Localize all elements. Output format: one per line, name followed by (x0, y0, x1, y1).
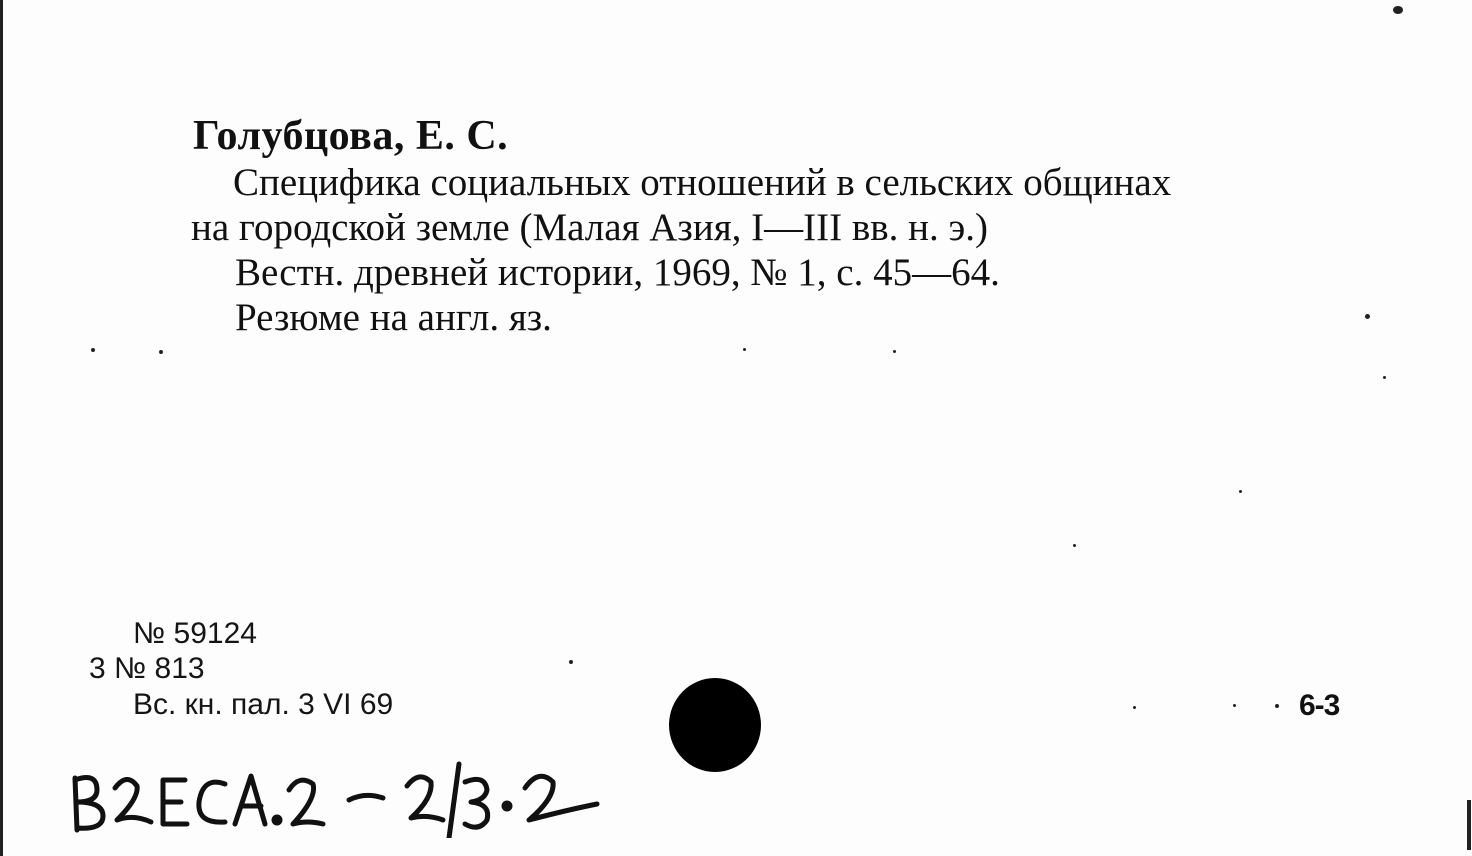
author-name: Голубцова, Е. С. (193, 113, 509, 159)
secondary-number: 3 № 813 (89, 652, 205, 685)
dust-speck (1393, 6, 1403, 14)
shelf-code: 6-3 (1299, 689, 1340, 722)
dust-speck (1073, 544, 1076, 547)
dust-speck (1233, 704, 1236, 707)
dust-speck (1383, 376, 1386, 379)
dust-speck (1133, 706, 1136, 709)
dust-speck (91, 348, 95, 352)
card-edge-mark (1467, 800, 1471, 850)
title-line-1: Специфика социальных отношений в сельских общинах (233, 161, 1172, 204)
registry-entry: Вс. кн. пал. 3 VI 69 (133, 688, 394, 721)
dust-speck (159, 350, 163, 354)
dust-speck (1275, 704, 1279, 708)
dust-speck (893, 350, 896, 353)
punch-hole (669, 678, 761, 772)
dust-speck (569, 660, 573, 664)
dust-speck (1365, 314, 1370, 319)
dust-speck (1239, 490, 1242, 493)
summary-note: Резюме на англ. яз. (235, 296, 552, 339)
accession-number: № 59124 (133, 617, 257, 650)
source-citation: Вестн. древней истории, 1969, № 1, с. 45—64. (235, 251, 1000, 294)
title-line-2: на городской земле (Малая Азия, I—III вв. н. э.) (191, 206, 989, 249)
dust-speck (743, 348, 746, 351)
